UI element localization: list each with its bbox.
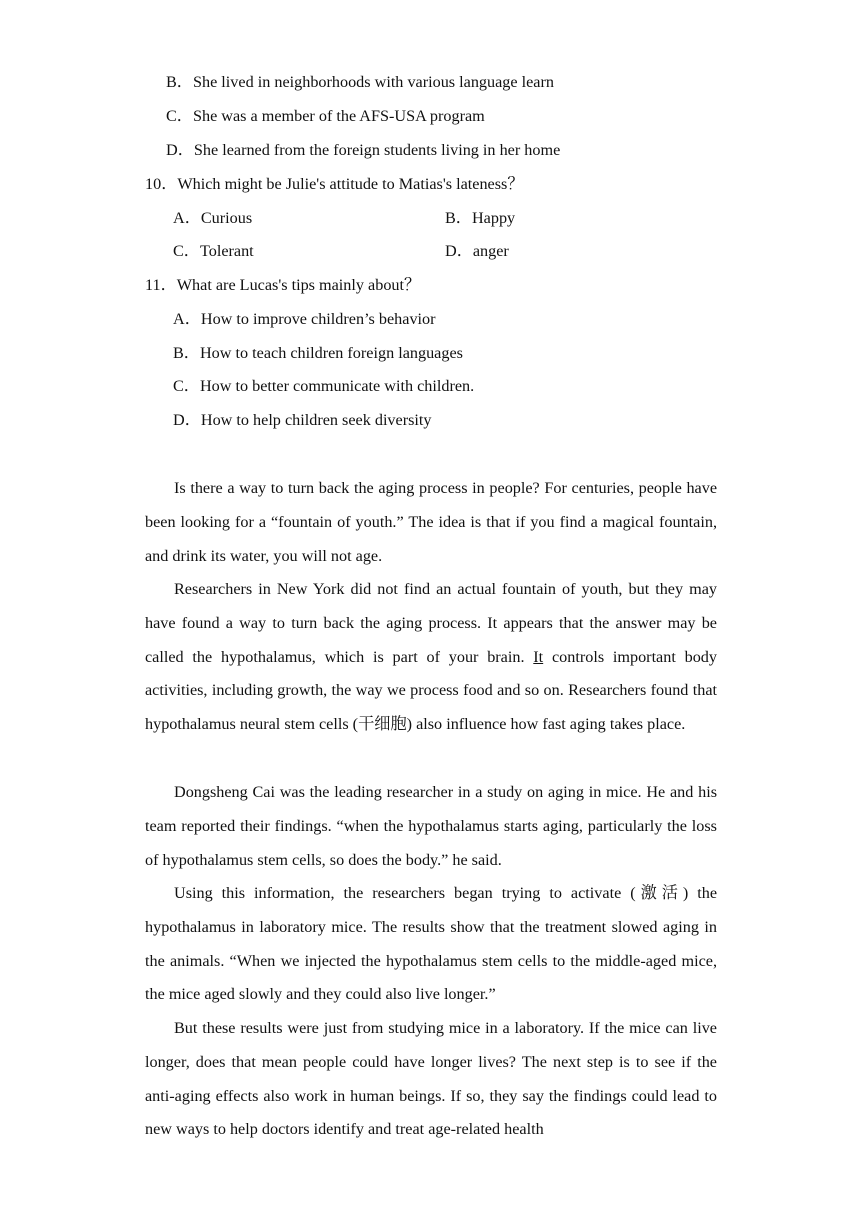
q11-option-b: B．How to teach children foreign languages <box>173 344 463 362</box>
passage-paragraph-2-text-b: controls important body activities, including growth, the way we process food and so on. Researchers found that hypothalamus neural stem cells (干细胞) also influence how fast aging takes place. <box>145 647 717 734</box>
passage-paragraph-3: Dongsheng Cai was the leading researcher in a study on aging in mice. He and his team reported their findings. “when the hypothalamus starts aging, particularly the loss of hypothalamus stem cells, so does the body.” he said. <box>145 783 717 869</box>
q9-option-c: C．She was a member of the AFS-USA program <box>166 107 485 125</box>
passage-paragraph-5: But these results were just from studying mice in a laboratory. If the mice can live longer, does that mean people could have longer lives? The next step is to see if the anti-aging effects also work in human beings. If so, they say the findings could lead to new ways to help doctors identify and treat age-related health <box>145 1019 717 1139</box>
passage-paragraph-1: Is there a way to turn back the aging process in people? For centuries, people have been looking for a “fountain of youth.” The idea is that if you find a magical fountain, and drink its water, you will not age. <box>145 479 717 565</box>
q11-stem: 11．What are Lucas's tips mainly about？ <box>145 276 421 294</box>
q10-stem: 10．Which might be Julie's attitude to Matias's lateness？ <box>145 175 524 193</box>
q9-option-b: B．She lived in neighborhoods with various language learn <box>166 73 554 91</box>
passage-paragraph-2-text-a: Researchers in New York did not find an actual fountain of youth, but they may have found a way to turn back the aging process. It appears that the answer may be called the hypothalamus, which is part of your brain. <box>145 580 717 666</box>
q10-option-a: A．Curious <box>173 209 253 227</box>
q11-option-a: A．How to improve children’s behavior <box>173 310 436 328</box>
q10-option-c: C．Tolerant <box>173 242 254 260</box>
q11-option-c: C．How to better communicate with children. <box>173 377 475 395</box>
passage-paragraph-4: Using this information, the researchers began trying to activate (激活) the hypothalamus in laboratory mice. The results show that the treatment slowed aging in the animals. “When we injected the hypothalamus stem cells to the middle-aged mice, the mice aged slowly and they could also live longer.” <box>145 884 717 1004</box>
q11-option-d: D．How to help children seek diversity <box>173 411 432 429</box>
q9-option-d: D．She learned from the foreign students living in her home <box>166 141 561 159</box>
passage-paragraph-2 <box>145 573 717 742</box>
underlined-word-it: It <box>533 647 544 666</box>
q10-option-d: D．anger <box>445 242 509 260</box>
q10-option-b: B．Happy <box>445 209 516 227</box>
